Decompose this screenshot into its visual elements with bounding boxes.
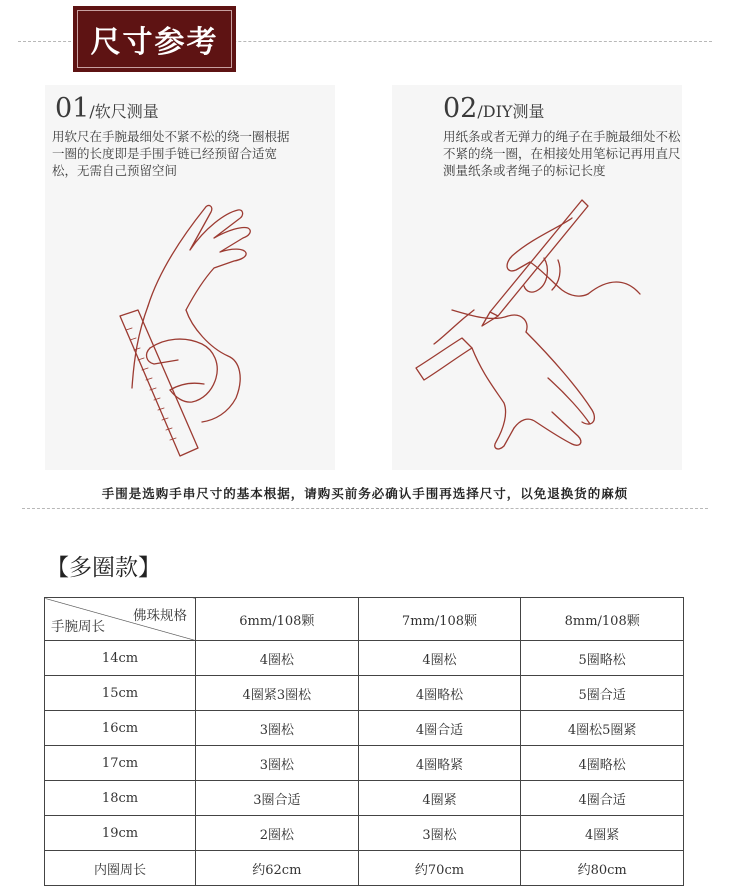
table-cell: 约70cm: [358, 851, 521, 886]
method-2-text: 用纸条或者无弹力的绳子在手腕最细处不松不紧的绕一圈，在相接处用笔标记再用直尺测量纸条或者绳子的标记长度: [443, 129, 681, 178]
tape-measure-wrist-sketch: [110, 198, 260, 460]
table-row: [45, 816, 684, 851]
row-label: 14cm: [45, 641, 196, 676]
method-1-name: /软尺测量: [89, 102, 159, 121]
paper-strip-wrist-sketch: [412, 198, 644, 454]
row-label: 内圈周长: [45, 851, 196, 886]
row-label: 16cm: [45, 711, 196, 746]
table-cell: 2圈松: [196, 816, 359, 851]
size-table: [44, 597, 684, 886]
corner-bead-spec-label: 佛珠规格: [133, 608, 187, 624]
table-header-row: [45, 598, 684, 641]
table-cell: 3圈松: [196, 711, 359, 746]
note-divider: [22, 508, 708, 509]
page-title: 尺寸参考: [77, 10, 232, 68]
table-cell: 4圈略紧: [358, 746, 521, 781]
method-1-number: 01: [55, 93, 90, 124]
table-cell: 5圈略松: [521, 641, 684, 676]
table-cell: 3圈松: [196, 746, 359, 781]
column-header: 6mm/108颗: [196, 598, 359, 641]
table-corner-cell: [45, 598, 196, 641]
table-cell: 4圈合适: [521, 781, 684, 816]
row-label: 19cm: [45, 816, 196, 851]
method-2-title: [443, 93, 544, 124]
table-cell: 约62cm: [196, 851, 359, 886]
table-cell: 4圈松5圈紧: [521, 711, 684, 746]
column-header: 7mm/108颗: [358, 598, 521, 641]
table-row: [45, 711, 684, 746]
table-cell: 4圈紧3圈松: [196, 676, 359, 711]
table-cell: 4圈紧: [521, 816, 684, 851]
method-1-text: 用软尺在手腕最细处不紧不松的绕一圈根据一圈的长度即是手围手链已经预留合适宽松，无需自己预留空间: [52, 129, 290, 178]
size-note: 手围是选购手串尺寸的基本根据，请购买前务必确认手围再选择尺寸，以免退换货的麻烦: [101, 486, 629, 501]
section-title: 【多圈款】: [46, 555, 161, 581]
table-row: [45, 641, 684, 676]
table-cell: 4圈合适: [358, 711, 521, 746]
table-cell: 3圈合适: [196, 781, 359, 816]
method-2-number: 02: [443, 93, 478, 124]
table-cell: 3圈松: [358, 816, 521, 851]
title-badge: [73, 6, 236, 72]
table-cell: 4圈松: [358, 641, 521, 676]
corner-wrist-label: 手腕周长: [51, 619, 105, 635]
table-cell: 4圈略松: [358, 676, 521, 711]
table-row: [45, 781, 684, 816]
column-header: 8mm/108颗: [521, 598, 684, 641]
method-2-name: /DIY测量: [477, 102, 545, 121]
method-1-title: [55, 93, 159, 124]
table-row: [45, 676, 684, 711]
table-cell: 约80cm: [521, 851, 684, 886]
row-label: 18cm: [45, 781, 196, 816]
table-row: [45, 851, 684, 886]
table-cell: 4圈略松: [521, 746, 684, 781]
table-cell: 5圈合适: [521, 676, 684, 711]
row-label: 17cm: [45, 746, 196, 781]
row-label: 15cm: [45, 676, 196, 711]
table-cell: 4圈松: [196, 641, 359, 676]
table-row: [45, 746, 684, 781]
table-cell: 4圈紧: [358, 781, 521, 816]
